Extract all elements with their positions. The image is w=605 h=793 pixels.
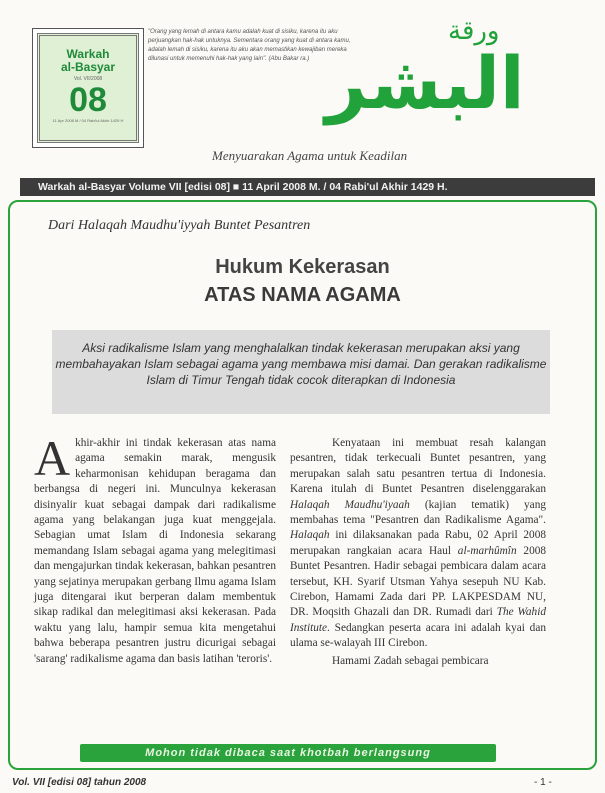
article-column-1	[34, 430, 276, 667]
logo-title-line1: Warkah	[66, 47, 110, 61]
footer-edition: Vol. VII [edisi 08] tahun 2008	[12, 777, 147, 788]
text-run: (kajian tematik) yang membahas tema "Pesantren dan Radikalisme Agama".	[290, 498, 546, 527]
footer-notice-bar: Mohon tidak dibaca saat khotbah berlangsung	[80, 744, 496, 762]
column1-text: khir-akhir ini tindak kekerasan atas nama agama semakin marak, mengusik keharmonisan kehidupan beragama dan berbangsa di negeri ini. Munculnya kekerasan disinyalir kuat sebagai dampak dari radikalisme agama yang belakangan juga kuat menggejala. Sebagian umat Islam di Indonesia sekarang memandang Islam sebagai agama yang melegitimasi dan mengajurkan tindak kekerasan, bahkan pesantren yang sejatinya merupakan gerbang Ilmu agama Islam juga ditengarai ikut berperan dalam membentuk sikap radikal dan melegitimasi aksi kekerasan. Pada waktu yang lalu, hampir semua kita mengetahui bahwa beberapa pesantren justru dicurigai sebagai 'sarang' radikalisme agama dan basis latihan 'teroris'.	[34, 437, 276, 665]
text-run: Kenyataan ini membuat resah kalangan pesantren, tidak terkecuali Buntet pesantren, yang merupakan salah satu pesantren tertua di Indonesia. Karena itulah di Buntet Pesantren diselenggarakan	[290, 437, 546, 496]
italic-term: al-marhûmîn	[457, 544, 517, 557]
article-column-2	[290, 436, 546, 669]
text-run: ini dilaksanakan pada Rabu, 02 April 2008 merupakan rangkaian acara Haul	[290, 529, 546, 557]
headline-line1: Hukum Kekerasan	[215, 256, 390, 278]
italic-term: The Wahid Institute	[290, 606, 546, 634]
logo-volume: Vol. VII/2008	[73, 76, 103, 82]
text-run: 2008 Buntet Pesantren. Hadir sebagai pembicara dalam acara tersebut, KH. Syarif Utsman Yahya sesepuh NU Kab. Cirebon, Hamami Zada dari PP. LAKPESDAM NU, DR. Moqsith Ghazali dan DR. Rumadi dari	[290, 544, 547, 619]
masthead-arabic-title: البشر	[325, 41, 525, 125]
masthead-arabic-warkah: ورقة	[448, 16, 500, 46]
masthead-tagline: Menyuarakan Agama untuk Keadilan	[212, 148, 408, 163]
italic-term: Halaqah	[290, 529, 330, 542]
drop-cap: A	[34, 430, 71, 486]
logo-badge	[32, 28, 144, 148]
column1-paragraph	[34, 430, 276, 667]
article-kicker: Dari Halaqah Maudhu'iyyah Buntet Pesantren	[48, 218, 311, 233]
text-run: . Sedangkan peserta acara ini adalah kyai dan ulama se-walayah III Cirebon.	[290, 621, 546, 650]
logo-inner	[37, 33, 139, 143]
issue-info-bar: Warkah al-Basyar Volume VII [edisi 08] ■ 11 April 2008 M. / 04 Rabi'ul Akhir 1429 H.	[20, 178, 595, 196]
headline-line2: ATAS NAMA AGAMA	[204, 284, 401, 306]
page-number: - 1 -	[534, 777, 552, 788]
column2-paragraph-2: Hamami Zadah sebagai pembicara	[332, 654, 489, 667]
logo-issue-number: 08	[69, 81, 107, 119]
lead-paragraph: Aksi radikalisme Islam yang menghalalkan tindak kekerasan merupakan aksi yang membahayakan Islam sebagai agama yang membawa misi damai. Dan gerakan radikalisme Islam di Timur Tengah tidak cocok diterapkan di Indonesia	[52, 330, 550, 414]
logo-title-line2: al-Basyar	[60, 60, 116, 74]
italic-term: Halaqah Maudhu'iyaah	[290, 498, 410, 511]
masthead-quote: "Orang yang lemah di antara kamu adalah kuat di sisiku, karena itu aku perjuangkan hak-hak untuknya. Sementara orang yang kuat di antara kamu, adalah lemah di sisiku, karena itu aku akan memastikan kewajiban mereka dilunasi untuk memenuhi hak-hak yang lain". (Abu Bakar ra.)	[148, 29, 351, 62]
column2-paragraph-1	[290, 436, 546, 652]
logo-date: 11 Apr 2008 M / 04 Rabi'ul Akhir 1429 H	[52, 118, 124, 123]
